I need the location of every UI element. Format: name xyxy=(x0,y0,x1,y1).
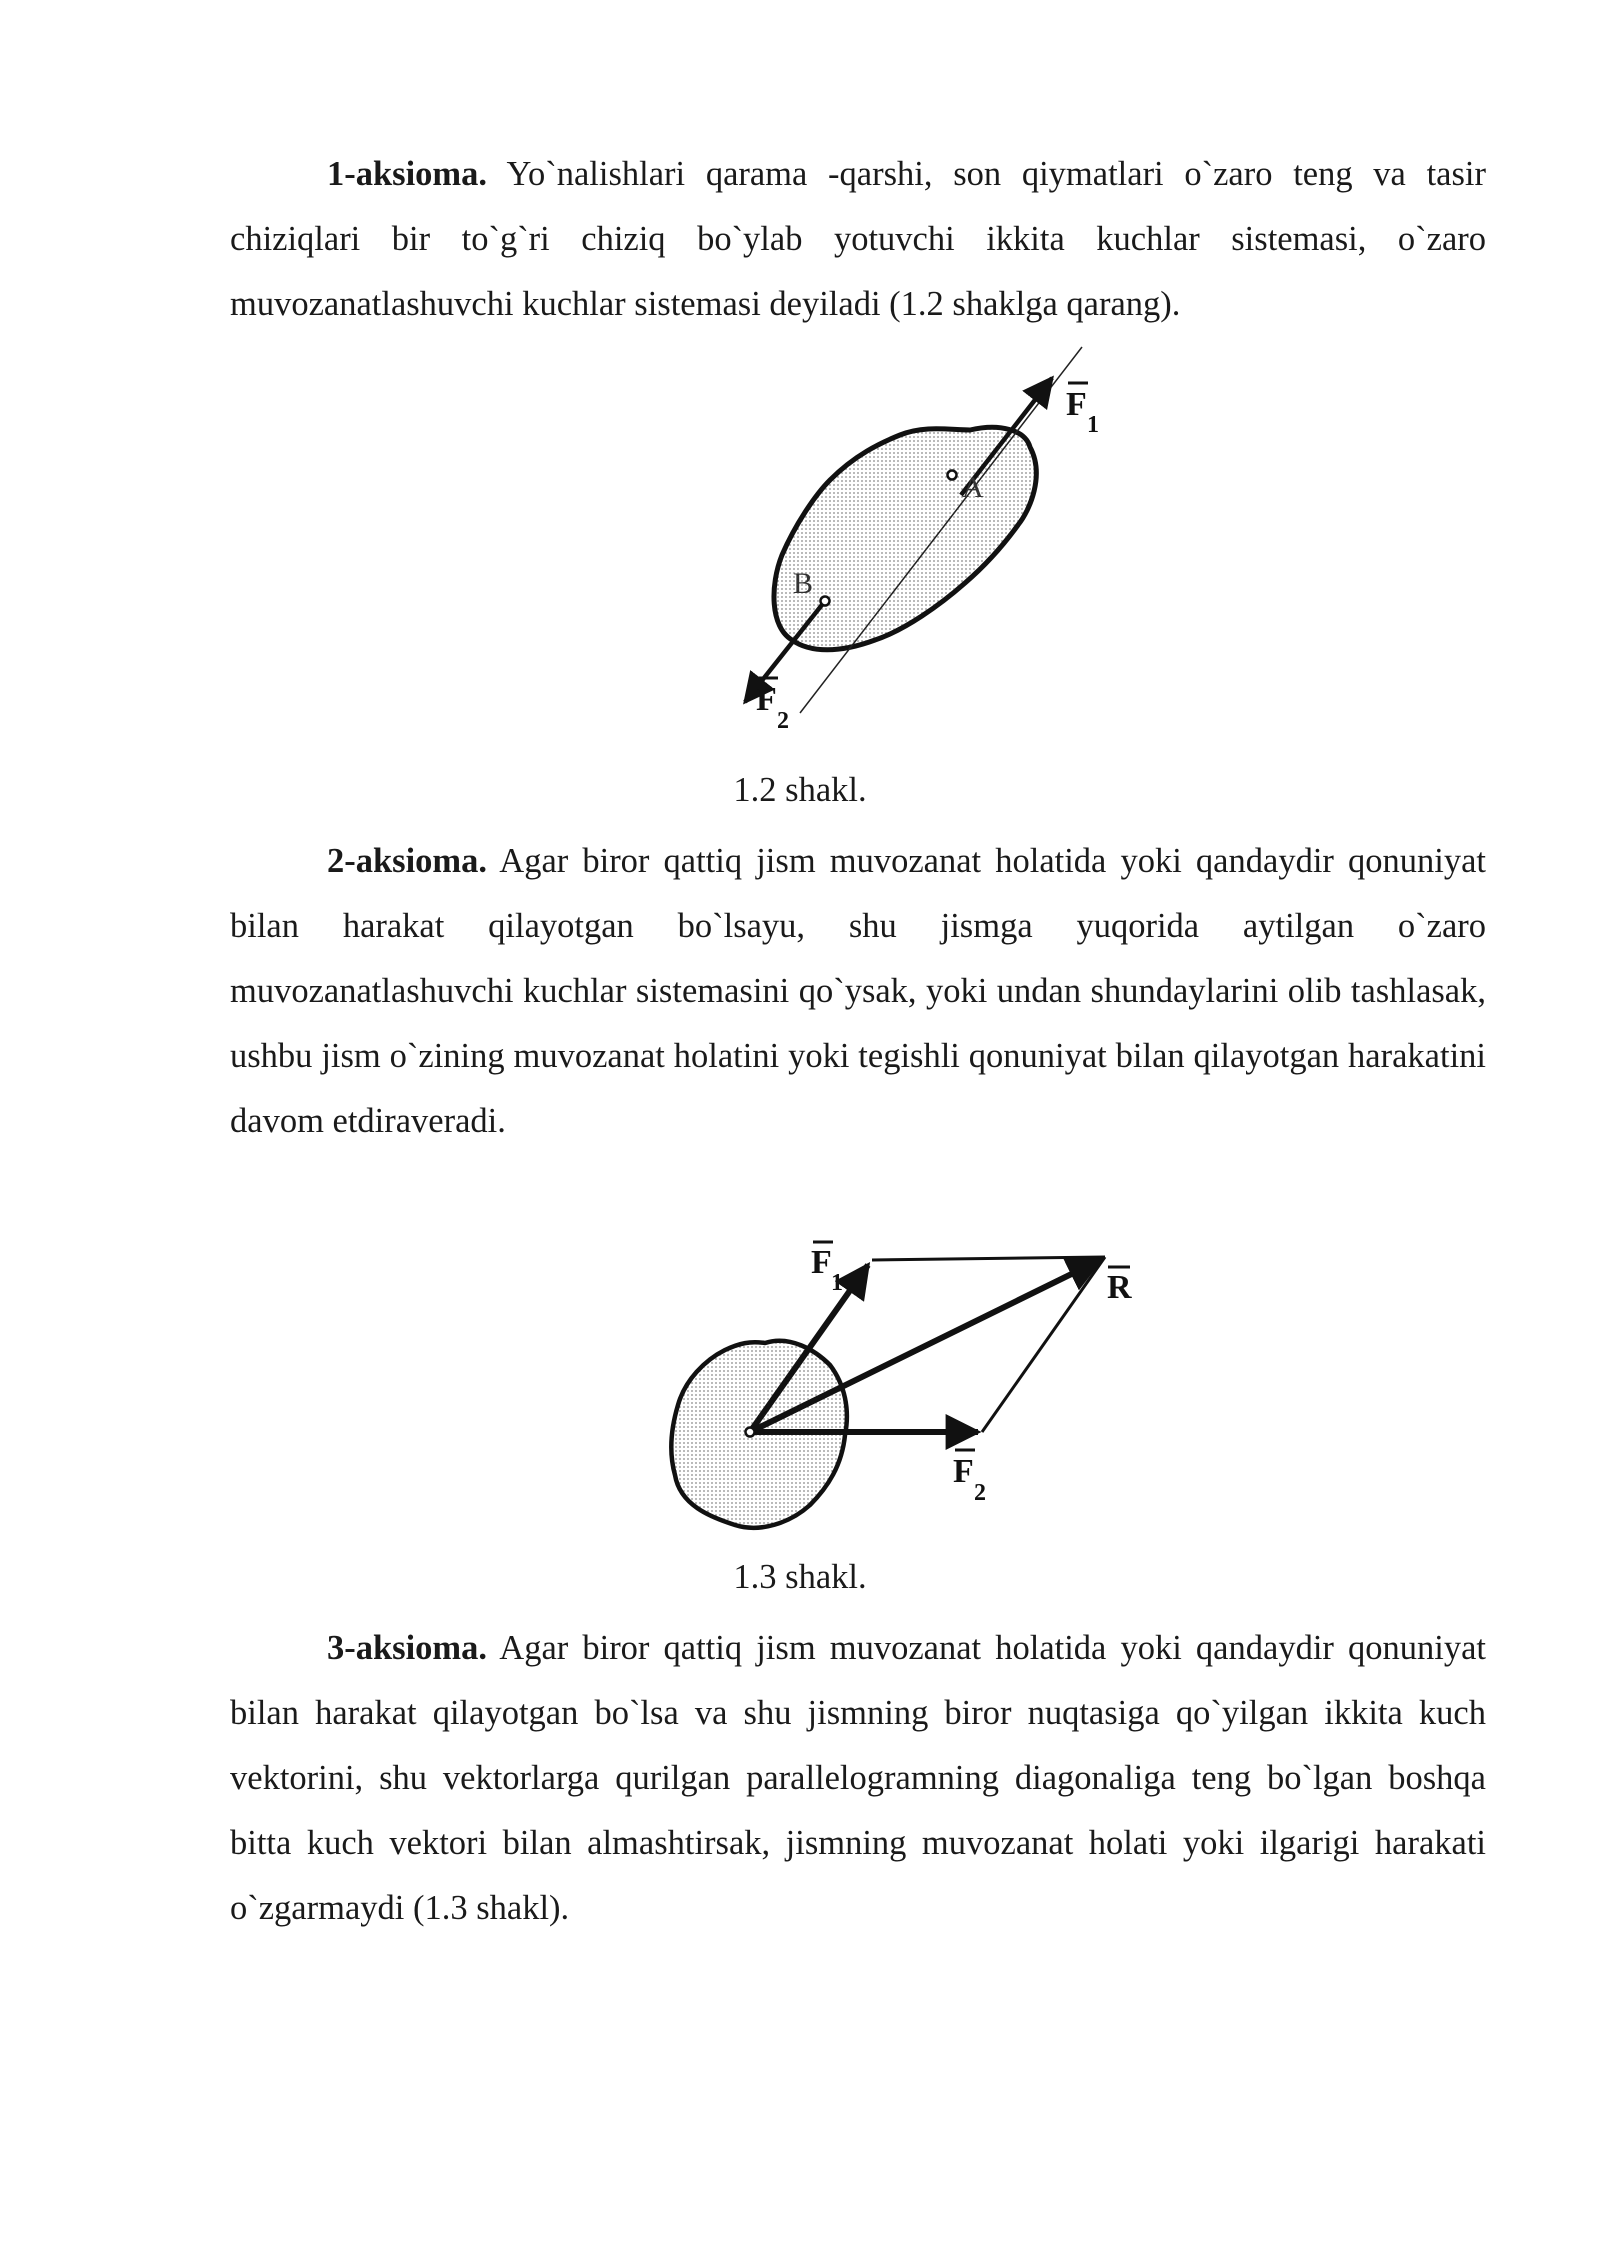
force-f1-label: F xyxy=(1066,386,1087,423)
force-f1-label: F xyxy=(811,1244,832,1281)
force-f2-subscript: 2 xyxy=(777,708,789,734)
axiom-3-heading: 3-aksioma. xyxy=(327,1629,488,1667)
parallelogram-right-side xyxy=(982,1257,1105,1432)
axiom-1-heading: 1-aksioma. xyxy=(327,155,488,193)
figure-1-3-caption: 1.3 shakl. xyxy=(733,1558,867,1596)
force-f1-subscript: 1 xyxy=(1087,412,1099,438)
parallelogram-top-side xyxy=(872,1257,1105,1260)
point-a-dot xyxy=(948,471,957,480)
force-f1-subscript: 1 xyxy=(831,1270,843,1296)
point-b-label: B xyxy=(793,567,814,600)
figure-1-2-diagram xyxy=(700,335,1160,745)
force-f2-label: F xyxy=(953,1453,974,1490)
application-point-dot xyxy=(746,1428,755,1437)
resultant-r-label: R xyxy=(1107,1269,1132,1306)
axiom-3-text: Agar biror qattiq jism muvozanat holatida yoki qandaydir qonuniyat bilan harakat qilayotgan bo`lsa va shu jismning biror nuqtasiga qo`yilgan ikkita kuch vektorini, shu vektorlarga qurilgan parallelogramning diagonaliga teng bo`lgan boshqa bitta kuch vektori bilan almashtirsak, jismning muvozanat holati yoki ilgarigi harakati o`zgarmaydi (1.3 shakl). xyxy=(230,1629,1486,1927)
axiom-1-text: Yo`nalishlari qarama -qarshi, son qiymatlari o`zaro teng va tasir chiziqlari bir to`g`ri chiziq bo`ylab yotuvchi ikkita kuchlar sistemasi, o`zaro muvozanatlashuvchi kuchlar sistemasi deyiladi (1.2 shaklga qarang). xyxy=(230,155,1486,323)
point-a-label: A xyxy=(962,471,984,504)
figure-1-2-caption: 1.2 shakl. xyxy=(733,771,867,809)
force-f2-label: F xyxy=(756,681,777,718)
axiom-1-paragraph xyxy=(230,142,1486,337)
axiom-3-paragraph xyxy=(230,1616,1486,1941)
axiom-2-heading: 2-aksioma. xyxy=(327,842,488,880)
axiom-2-text: Agar biror qattiq jism muvozanat holatida yoki qandaydir qonuniyat bilan harakat qilayotgan bo`lsayu, shu jismga yuqorida aytilgan o`zaro muvozanatlashuvchi kuchlar sistemasini qo`ysak, yoki undan shundaylarini olib tashlasak, ushbu jism o`zining muvozanat holatini yoki tegishli qonuniyat bilan qilayotgan harakatini davom etdiraveradi. xyxy=(230,842,1486,1140)
point-b-dot xyxy=(821,597,830,606)
figure-1-3-diagram xyxy=(650,1225,1210,1555)
axiom-2-paragraph xyxy=(230,829,1486,1154)
force-f2-subscript: 2 xyxy=(974,1480,986,1506)
